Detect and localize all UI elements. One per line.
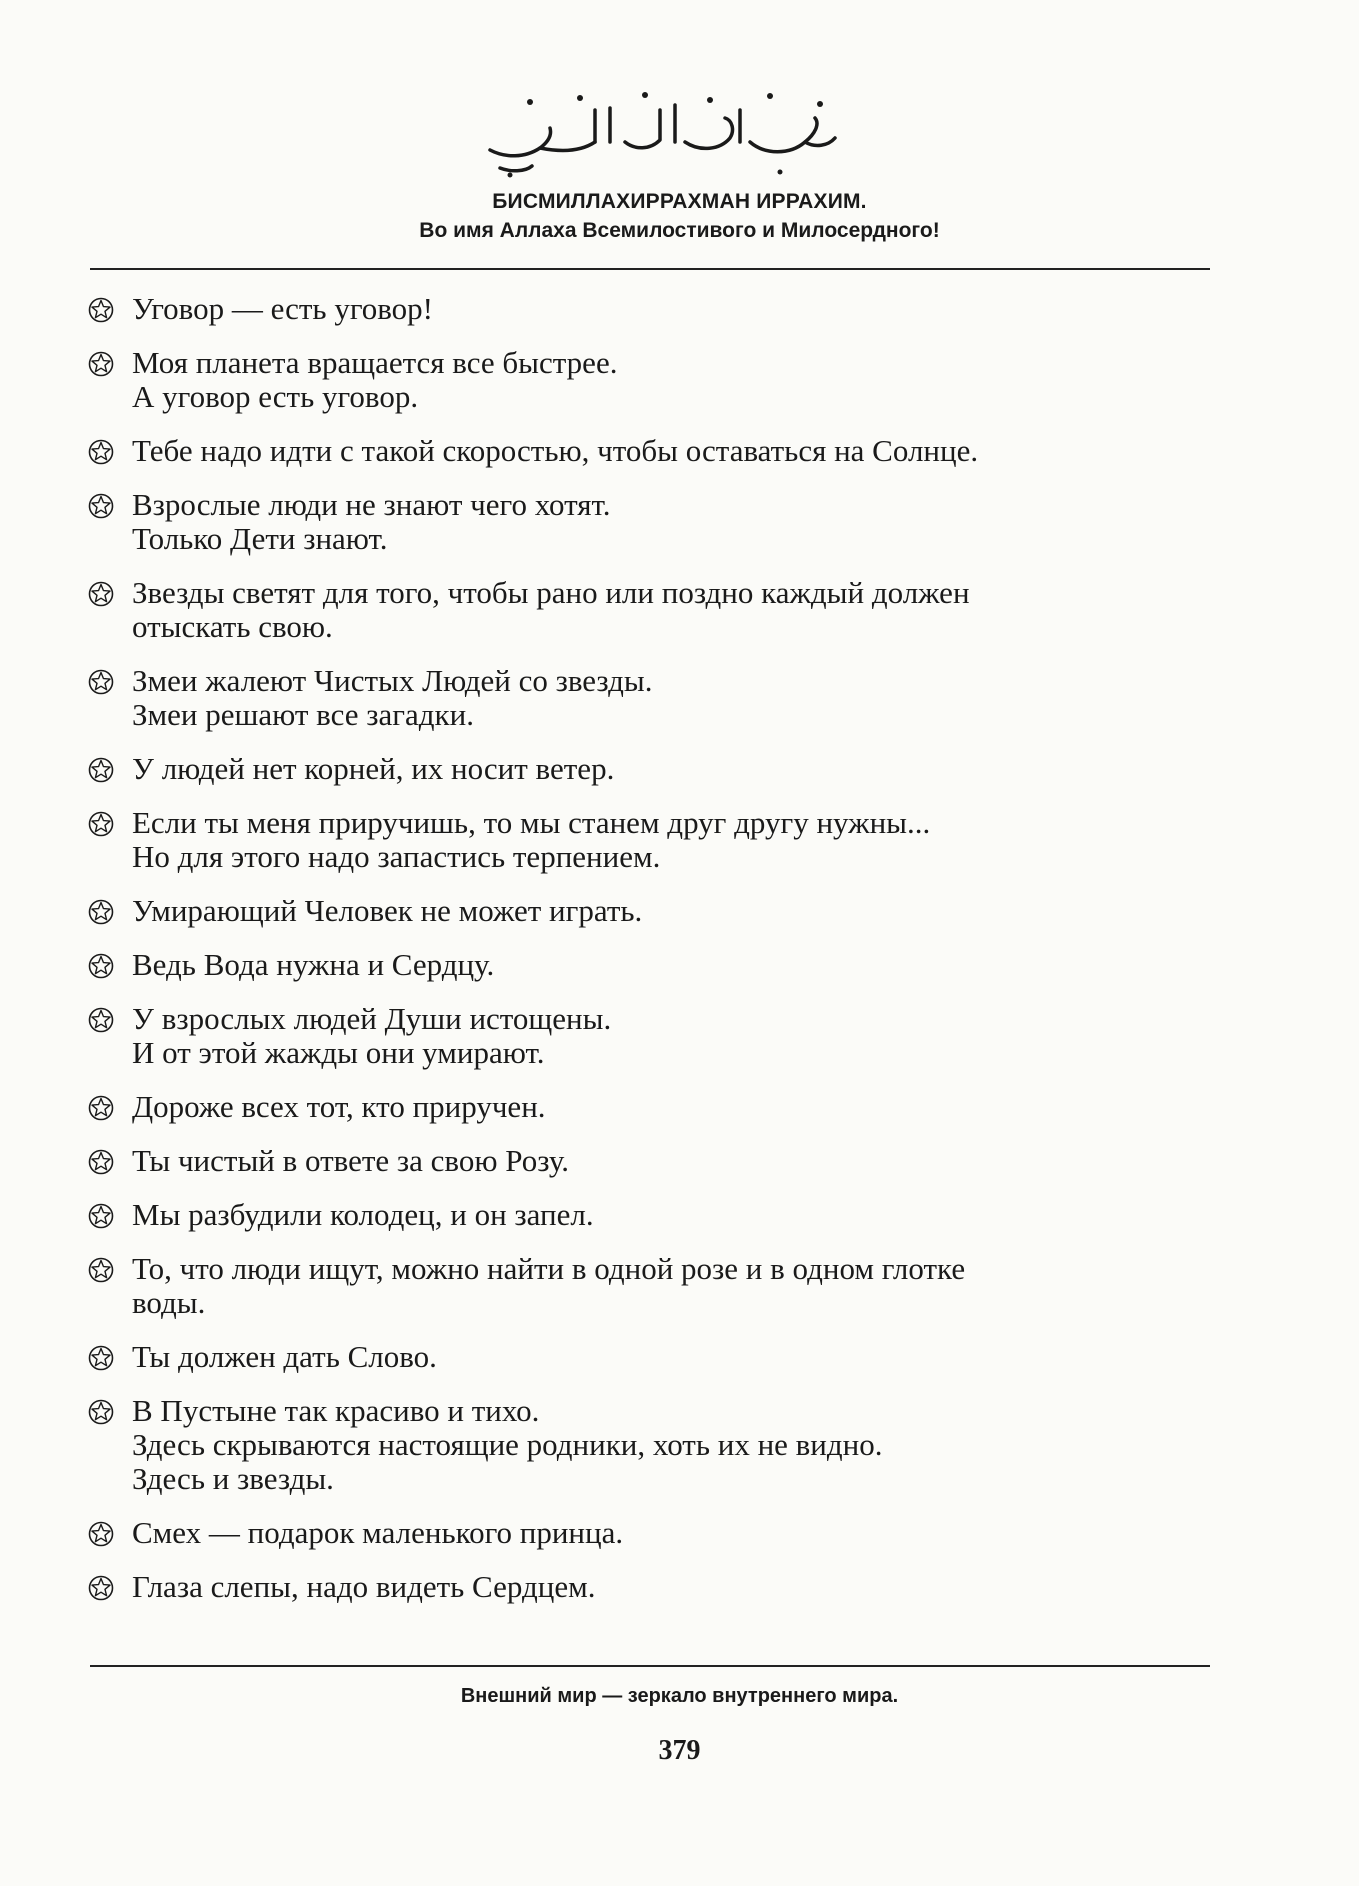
star-in-circle-icon: [88, 1095, 114, 1121]
saying-list: [88, 292, 1218, 1624]
star-in-circle-icon: [88, 1149, 114, 1175]
saying-item: [88, 948, 1218, 982]
star-in-circle-icon: [88, 493, 114, 519]
saying-item: [88, 488, 1218, 556]
saying-line: Умирающий Человек не может играть.: [132, 893, 643, 928]
saying-item: [88, 1002, 1218, 1070]
saying-line: Здесь скрываются настоящие родники, хоть их не видно.: [132, 1427, 883, 1462]
saying-item: [88, 346, 1218, 414]
saying-line: В Пустыне так красиво и тихо.: [132, 1393, 540, 1428]
star-in-circle-icon: [88, 439, 114, 465]
saying-line: Тебе надо идти с такой скоростью, чтобы оставаться на Солнце.: [132, 433, 979, 468]
saying-line: И от этой жажды они умирают.: [132, 1035, 545, 1070]
star-in-circle-icon: [88, 1399, 114, 1425]
saying-item: [88, 1144, 1218, 1178]
saying-item: [88, 1394, 1218, 1496]
saying-line: воды.: [132, 1285, 206, 1320]
star-in-circle-icon: [88, 1345, 114, 1371]
saying-line: Ты чистый в ответе за свою Розу.: [132, 1143, 569, 1178]
saying-line: Мы разбудили колодец, и он запел.: [132, 1197, 594, 1232]
saying-item: [88, 1340, 1218, 1374]
saying-line: Ведь Вода нужна и Сердцу.: [132, 947, 495, 982]
star-in-circle-icon: [88, 757, 114, 783]
basmala-calligraphy: [470, 80, 850, 180]
saying-line: То, что люди ищут, можно найти в одной розе и в одном глотке: [132, 1251, 966, 1286]
saying-line: У людей нет корней, их носит ветер.: [132, 751, 615, 786]
saying-line: Только Дети знают.: [132, 521, 388, 556]
saying-item: [88, 1198, 1218, 1232]
star-in-circle-icon: [88, 811, 114, 837]
star-in-circle-icon: [88, 953, 114, 979]
saying-line: Ты должен дать Слово.: [132, 1339, 437, 1374]
saying-item: [88, 1570, 1218, 1604]
header-subtitle: Во имя Аллаха Всемилостивого и Милосердного!: [419, 219, 940, 242]
saying-item: [88, 434, 1218, 468]
star-in-circle-icon: [88, 1007, 114, 1033]
star-in-circle-icon: [88, 581, 114, 607]
star-in-circle-icon: [88, 1575, 114, 1601]
saying-line: Моя планета вращается все быстрее.: [132, 345, 618, 380]
saying-item: [88, 752, 1218, 786]
saying-line: отыскать свою.: [132, 609, 333, 644]
saying-item: [88, 292, 1218, 326]
header-title: БИСМИЛЛАХИРРАХМАН ИРРАХИМ.: [492, 190, 867, 213]
saying-line: Если ты меня приручишь, то мы станем друг другу нужны...: [132, 805, 931, 840]
star-in-circle-icon: [88, 297, 114, 323]
saying-line: Но для этого надо запастись терпением.: [132, 839, 661, 874]
saying-line: Дороже всех тот, кто приручен.: [132, 1089, 546, 1124]
saying-line: Змеи решают все загадки.: [132, 697, 474, 732]
star-in-circle-icon: [88, 1203, 114, 1229]
saying-line: Уговор — есть уговор!: [132, 291, 434, 326]
saying-item: [88, 806, 1218, 874]
saying-item: [88, 894, 1218, 928]
star-in-circle-icon: [88, 1257, 114, 1283]
star-in-circle-icon: [88, 669, 114, 695]
star-in-circle-icon: [88, 1521, 114, 1547]
saying-line: Звезды светят для того, чтобы рано или поздно каждый должен: [132, 575, 970, 610]
top-divider: [90, 268, 1210, 270]
saying-line: Змеи жалеют Чистых Людей со звезды.: [132, 663, 653, 698]
saying-item: [88, 1252, 1218, 1320]
saying-item: [88, 664, 1218, 732]
star-in-circle-icon: [88, 351, 114, 377]
bottom-divider: [90, 1665, 1210, 1667]
saying-line: А уговор есть уговор.: [132, 379, 419, 414]
footer-motto: Внешний мир — зеркало внутреннего мира.: [460, 1685, 899, 1707]
saying-line: Здесь и звезды.: [132, 1461, 334, 1496]
page-number: 379: [658, 1735, 701, 1766]
saying-item: [88, 1516, 1218, 1550]
saying-line: Глаза слепы, надо видеть Сердцем.: [132, 1569, 596, 1604]
star-in-circle-icon: [88, 899, 114, 925]
saying-item: [88, 576, 1218, 644]
saying-line: Смех — подарок маленького принца.: [132, 1515, 624, 1550]
saying-item: [88, 1090, 1218, 1124]
saying-line: У взрослых людей Души истощены.: [132, 1001, 612, 1036]
saying-line: Взрослые люди не знают чего хотят.: [132, 487, 611, 522]
